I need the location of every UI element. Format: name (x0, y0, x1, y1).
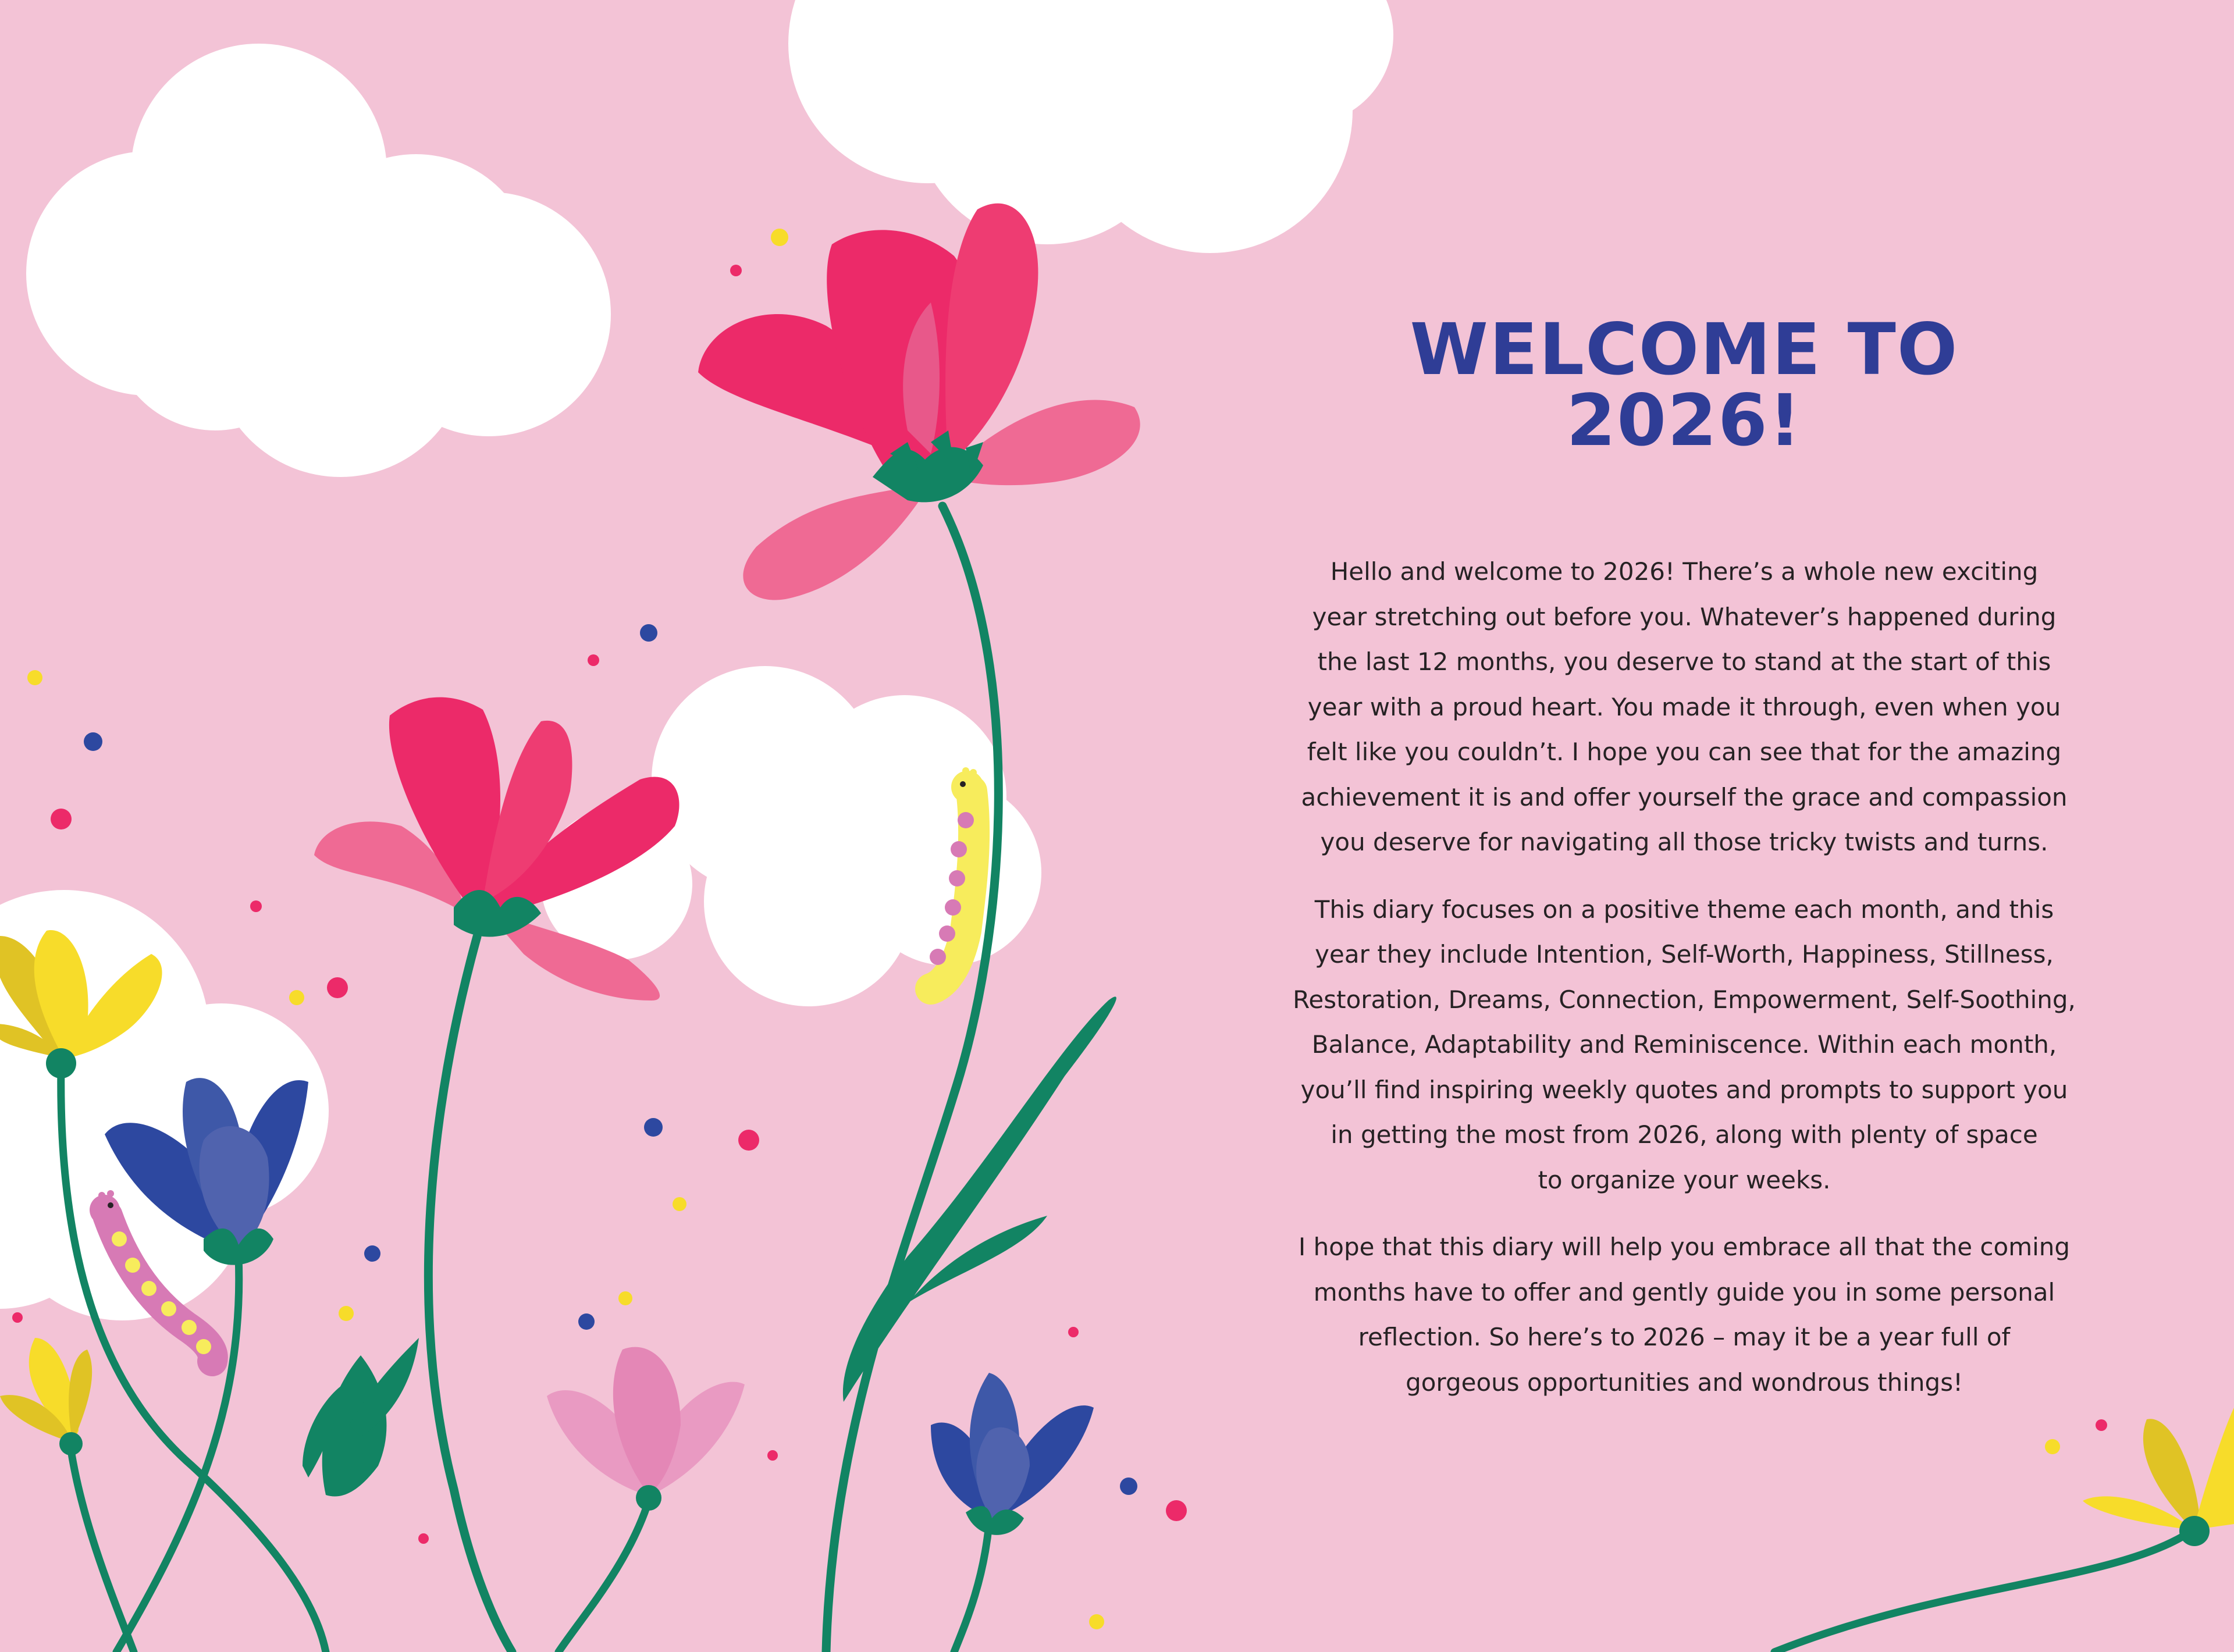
text-line: I hope that this diary will help you embrace all that the coming (1298, 1233, 2071, 1261)
text-line: year they include Intention, Self-Worth, Happiness, Stillness, (1315, 940, 2054, 969)
text-line: the last 12 months, you deserve to stand at the start of this (1317, 647, 2051, 676)
closing-paragraph (1289, 1224, 2080, 1405)
intro-paragraph (1289, 549, 2080, 865)
flower-icon (547, 1347, 745, 1511)
flower-icon (0, 1338, 92, 1455)
text-line: achievement it is and offer yourself the grace and compassion (1301, 782, 2068, 811)
text-line: you’ll find inspiring weekly quotes and prompts to support you (1300, 1075, 2068, 1104)
text-line: months have to offer and gently guide you in some personal (1313, 1277, 2055, 1306)
welcome-text-panel (1289, 308, 2080, 1405)
flower-icon (931, 1373, 1094, 1535)
text-line: reflection. So here’s to 2026 – may it be a year full of (1358, 1323, 2011, 1351)
text-line: year with a proud heart. You made it through, even when you (1307, 692, 2061, 721)
text-line: Balance, Adaptability and Reminiscence. Within each month, (1311, 1030, 2057, 1059)
text-line: felt like you couldn’t. I hope you can see that for the amazing (1307, 738, 2062, 766)
cloud-icon (788, 0, 1393, 253)
themes-paragraph (1289, 887, 2080, 1203)
text-line: in getting the most from 2026, along with plenty of space (1331, 1120, 2038, 1149)
text-line: year stretching out before you. Whatever’s happened during (1312, 602, 2057, 631)
cloud-icon (26, 44, 611, 477)
text-line: gorgeous opportunities and wondrous things! (1406, 1368, 1963, 1397)
text-line: Restoration, Dreams, Connection, Empowerment, Self-Soothing, (1293, 985, 2076, 1014)
text-line: Hello and welcome to 2026! There’s a whole new exciting (1330, 557, 2039, 586)
text-line: you deserve for navigating all those tricky twists and turns. (1320, 828, 2048, 856)
text-line: This diary focuses on a positive theme each month, and this (1314, 895, 2054, 924)
flower-icon (698, 204, 1140, 600)
text-line: to organize your weeks. (1538, 1165, 1831, 1194)
page-title: WELCOME TO 2026! (1410, 308, 1959, 462)
